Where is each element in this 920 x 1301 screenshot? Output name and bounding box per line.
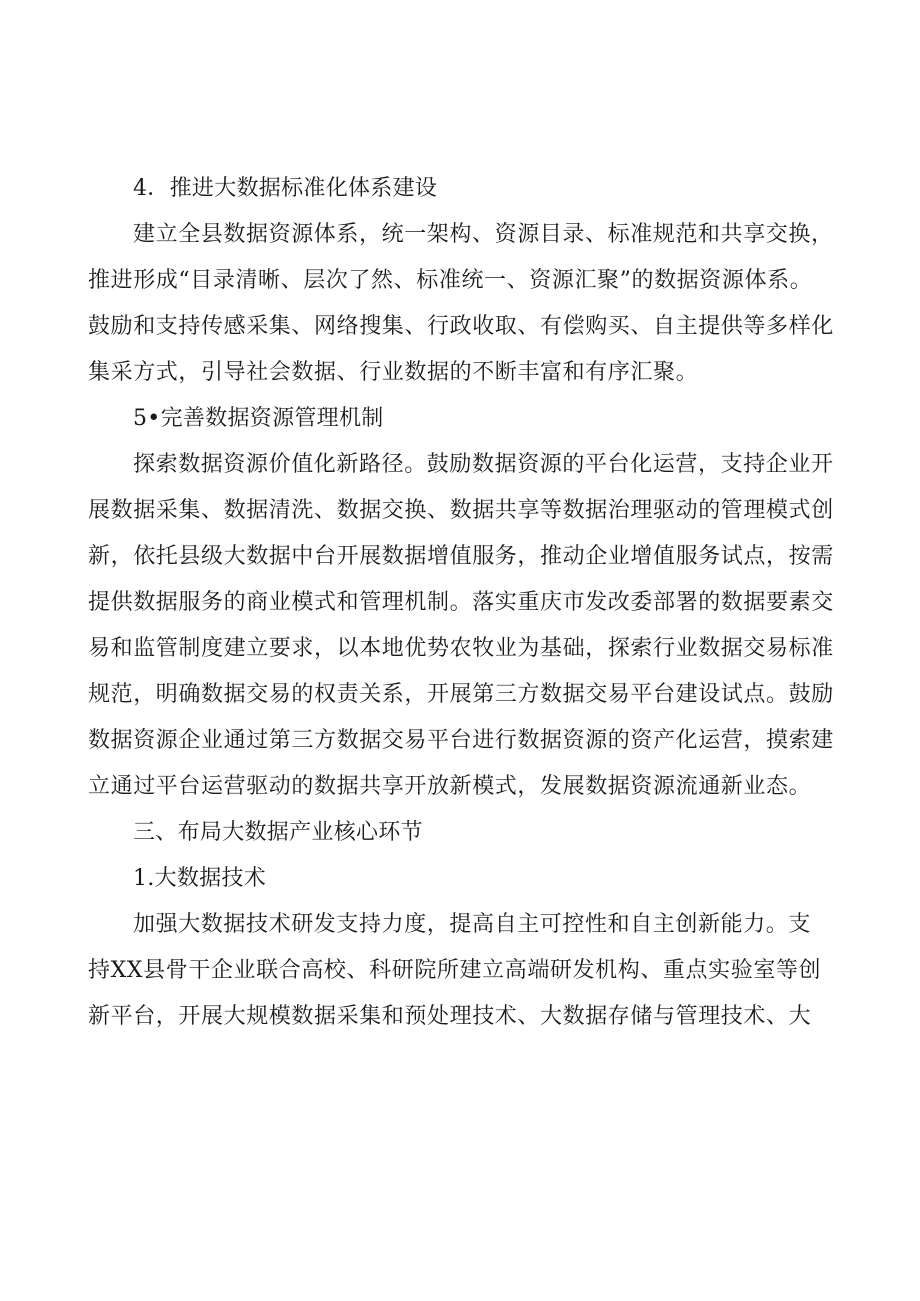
paragraph-line: 数据资源企业通过第三方数据交易平台进行数据资源的资产化运营，摸索建 <box>88 728 834 753</box>
chapter-heading-3: 三、布局大数据产业核心环节 <box>133 820 423 845</box>
paragraph-line: 易和监管制度建立要求，以本地优势农牧业为基础，探索行业数据交易标准 <box>88 636 834 661</box>
document-body <box>88 166 848 1040</box>
paragraph-line: 集采方式，引导社会数据、行业数据的不断丰富和有序汇聚。 <box>88 360 699 385</box>
paragraph-line: 建立全县数据资源体系，统一架构、资源目录、标准规范和共享交换， <box>133 222 834 247</box>
paragraph-line: 规范，明确数据交易的权责关系，开展第三方数据交易平台建设试点。鼓励 <box>88 682 834 707</box>
paragraph-line: 推进形成“目录清晰、层次了然、标准统一、资源汇聚”的数据资源体系。 <box>88 268 813 293</box>
paragraph-line: 加强大数据技术研发支持力度，提高自主可控性和自主创新能力。支 <box>133 912 812 937</box>
paragraph-line: 持XX县骨干企业联合高校、科研院所建立高端研发机构、重点实验室等创 <box>88 958 822 983</box>
section-heading-1: 1.大数据技术 <box>133 866 267 891</box>
paragraph-line: 探索数据资源价值化新路径。鼓励数据资源的平台化运营，支持企业开 <box>133 452 834 477</box>
section-heading-5: 5•完善数据资源管理机制 <box>133 406 384 431</box>
paragraph-line: 展数据采集、数据清洗、数据交换、数据共享等数据治理驱动的管理模式创 <box>88 498 834 523</box>
section-heading-4: 4．推进大数据标准化体系建设 <box>133 176 438 201</box>
paragraph-line: 新平台，开展大规模数据采集和预处理技术、大数据存储与管理技术、大 <box>88 1004 812 1029</box>
paragraph-line: 提供数据服务的商业模式和管理机制。落实重庆市发改委部署的数据要素交 <box>88 590 834 615</box>
paragraph-line: 新，依托县级大数据中台开展数据增值服务，推动企业增值服务试点，按需 <box>88 544 834 569</box>
paragraph-line: 鼓励和支持传感采集、网络搜集、行政收取、有偿购买、自主提供等多样化 <box>88 314 834 339</box>
paragraph-line: 立通过平台运营驱动的数据共享开放新模式，发展数据资源流通新业态。 <box>88 774 812 799</box>
